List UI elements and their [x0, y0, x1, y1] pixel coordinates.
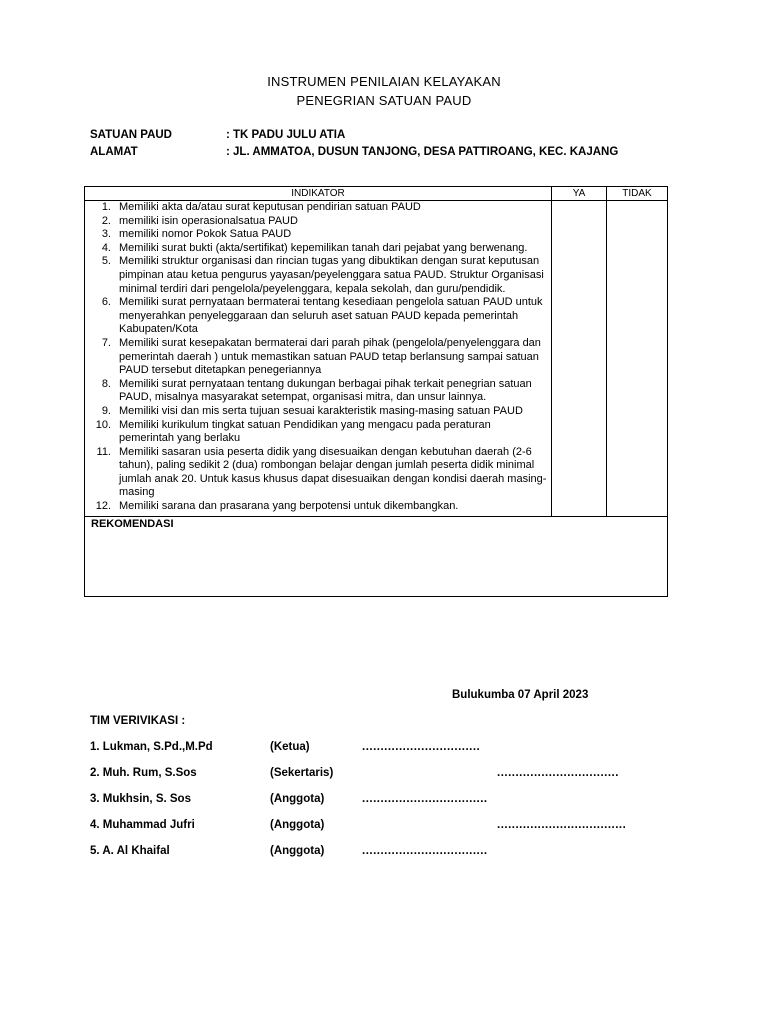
indicator-text: Memiliki akta da/atau surat keputusan pendirian satuan PAUD [119, 201, 421, 213]
member-name: 1. Lukman, S.Pd.,M.Pd [90, 741, 213, 753]
table-body-row [85, 201, 668, 517]
indicator-number: 6. [101, 296, 111, 309]
indicator-text: Memiliki sasaran usia peserta didik yang disesuaikan dengan kebutuhan daerah (2-6 tahun), paling sedikit 2 (dua) rombongan belajar dengan jumlah peserta didik minimal jumlah anak 20. Untuk kasus khusus dapat disesuaikan dengan kondisi daerah masing-masing [119, 445, 547, 499]
rekomendasi-label: REKOMENDASI [91, 517, 174, 530]
indicator-item [85, 201, 547, 215]
indicator-number: 11. [96, 445, 111, 458]
indicator-text: Memiliki surat bukti (akta/sertifikat) kepemilikan tanah dari pejabat yang berwenang. [119, 241, 528, 254]
signature-line: ................................. [497, 767, 619, 779]
indicator-item [85, 242, 547, 256]
indicator-number: 10. [95, 418, 111, 431]
table-header-row [85, 187, 668, 201]
indicator-item [85, 500, 547, 514]
indicator-list [85, 201, 551, 516]
indicator-item [85, 405, 547, 419]
indicator-number: 1. [101, 201, 111, 213]
indicator-table [84, 186, 668, 597]
indicator-item [85, 228, 547, 242]
rekomendasi-row [85, 516, 668, 596]
indicator-number: 8. [101, 377, 111, 390]
header-ya: YA [552, 187, 607, 201]
document-subtitle: PENEGRIAN SATUAN PAUD [296, 93, 472, 108]
member-name: 2. Muh. Rum, S.Sos [90, 767, 197, 779]
member-role: (Anggota) [270, 845, 325, 857]
alamat-value: : JL. AMMATOA, DUSUN TANJONG, DESA PATTIROANG, KEC. KAJANG [226, 146, 619, 158]
indicator-text: Memiliki visi dan mis serta tujuan sesuai karakteristik masing-masing satuan PAUD [119, 404, 523, 417]
indicator-text: memiliki nomor Pokok Satua PAUD [119, 228, 292, 241]
indicator-number: 5. [101, 255, 111, 268]
alamat-label: ALAMAT [90, 146, 138, 158]
header-indikator: INDIKATOR [85, 187, 552, 201]
member-name: 5. A. Al Khaifal [90, 845, 170, 857]
indicator-text: Memiliki surat pernyataan bermaterai tentang kesediaan pengelola satuan PAUD untuk menyerahkan penyeleggaraan dan seluruh aset satuan PAUD kepada pemerintah Kabupaten/Kota [119, 296, 543, 336]
signature-line: ................................... [497, 819, 627, 831]
place-date: Bulukumba 07 April 2023 [452, 689, 589, 701]
indicator-number: 9. [101, 404, 111, 417]
indicator-number: 2. [101, 214, 111, 227]
signature-line: .................................. [362, 845, 488, 857]
member-name: 4. Muhammad Jufri [90, 819, 195, 831]
indicator-text: Memiliki kurikulum tingkat satuan Pendidikan yang mengacu pada peraturan pemerintah yang berlaku [119, 418, 491, 445]
indicator-text: Memiliki sarana dan prasarana yang berpotensi untuk dikembangkan. [119, 500, 459, 513]
member-name: 3. Mukhsin, S. Sos [90, 793, 191, 805]
indicator-item [85, 419, 547, 446]
indicator-item [85, 337, 547, 378]
indicator-text: memiliki isin operasionalsatua PAUD [119, 214, 298, 227]
satuan-paud-label: SATUAN PAUD [90, 129, 172, 141]
indicator-number: 3. [101, 228, 111, 241]
indicator-number: 12. [95, 500, 111, 513]
team-title: TIM VERIVIKASI : [90, 715, 186, 727]
member-role: (Ketua) [270, 741, 310, 753]
indicator-text: Memiliki struktur organisasi dan rincian tugas yang dibuktikan dengan surat keputusan pimpinan atau ketua pengurus yayasan/peyelenggara satua PAUD. Struktur Organisasi minimal terdiri dari pengelola/peyelenggara, kepala sekolah, dan guru/pendidik. [119, 255, 544, 295]
member-role: (Anggota) [270, 819, 325, 831]
rekomendasi-cell[interactable] [85, 516, 668, 596]
member-role: (Anggota) [270, 793, 325, 805]
indicator-text: Memiliki surat kesepakatan bermaterai dari parah pihak (pengelola/penyelenggara dan pemerintah daerah ) untuk memastikan satuan PAUD tetap berlansung sampai satuan PAUD tersebut ditetapkan penegeriannya [119, 336, 541, 377]
indicator-number: 4. [101, 241, 111, 254]
header-tidak: TIDAK [607, 187, 668, 201]
document-title: INSTRUMEN PENILAIAN KELAYAKAN [267, 74, 501, 89]
signature-line: .................................. [362, 793, 488, 805]
signature-line: ................................ [362, 741, 481, 753]
ya-cell[interactable] [552, 201, 607, 517]
indicator-item [85, 446, 547, 500]
indicator-item [85, 215, 547, 229]
indicator-item [85, 378, 547, 405]
member-role: (Sekertaris) [270, 767, 334, 779]
satuan-paud-value: : TK PADU JULU ATIA [226, 129, 346, 141]
indicator-item [85, 296, 547, 337]
indicator-text: Memiliki surat pernyataan tentang dukungan berbagai pihak terkait penegrian satuan PAUD, misalnya masyarakat setempat, organisasi mitra, dan unsur lainnya. [119, 377, 532, 404]
tidak-cell[interactable] [607, 201, 668, 517]
indicator-number: 7. [101, 336, 111, 349]
indicator-cell [85, 201, 552, 517]
indicator-item [85, 255, 547, 296]
